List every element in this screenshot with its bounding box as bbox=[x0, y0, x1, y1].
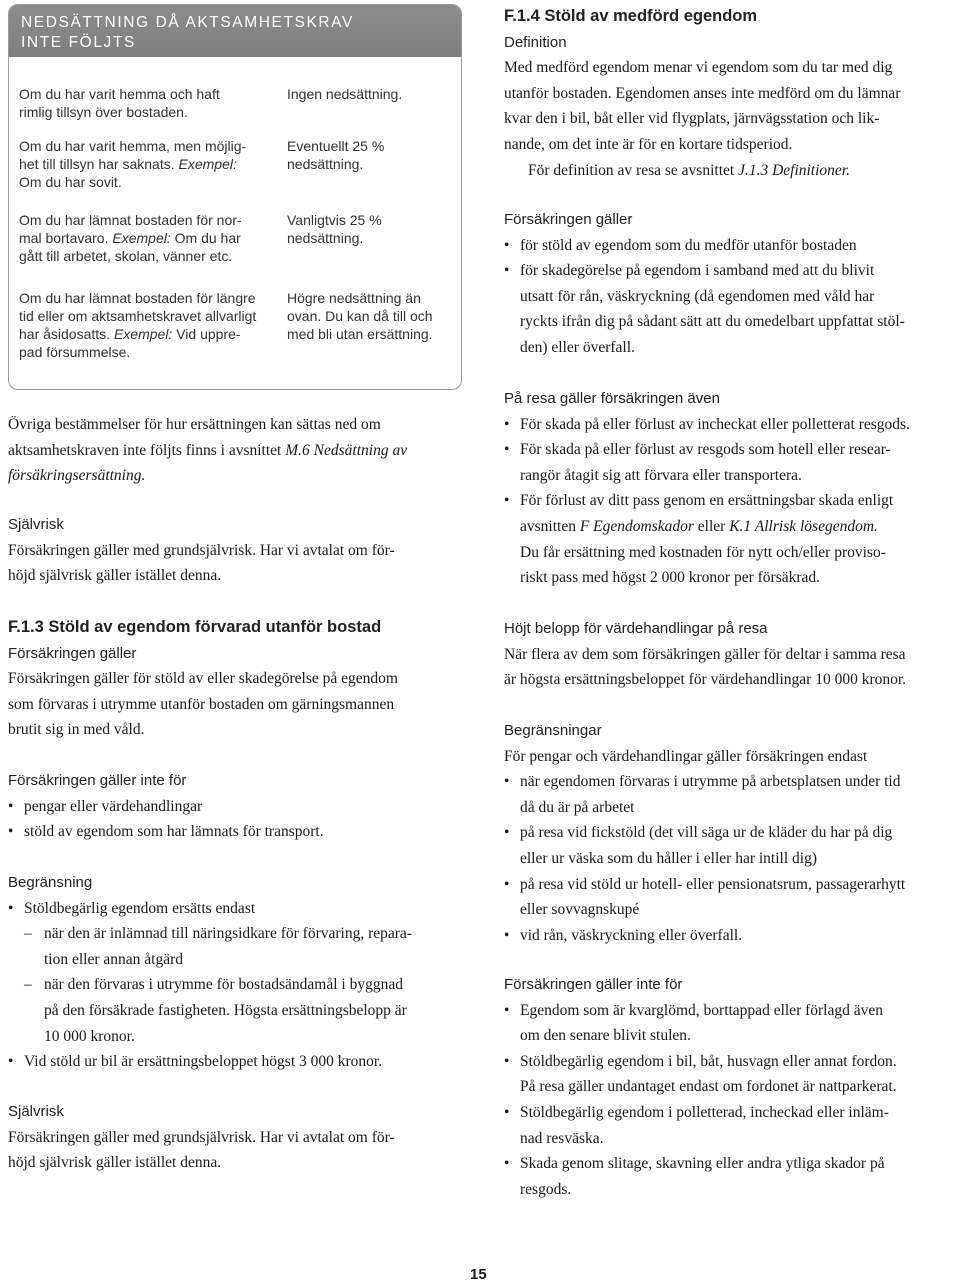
f13-begransning-heading: Begränsning bbox=[8, 874, 93, 891]
row2-left-line-3: Om du har sovit. bbox=[19, 174, 122, 190]
resa-item-2: • För skada på eller förlust av resgods som hotell eller resear- bbox=[504, 437, 910, 463]
f13-inte-heading: Försäkringen gäller inte för bbox=[8, 772, 187, 789]
page-number: 15 bbox=[470, 1266, 487, 1283]
f14-galler-item-2: • för skadegörelse på egendom i samband med att du blivit bbox=[504, 258, 905, 284]
sjalvrisk-section-1: Självrisk Försäkringen gäller med grundsjälvrisk. Har vi avtalat om för- höjd självrisk gäller istället denna. bbox=[8, 512, 395, 589]
row4-left-line-4: pad försummelse. bbox=[19, 344, 131, 360]
f13-inte-section bbox=[8, 768, 324, 845]
row3-left-line-3: gått till arbetet, skolan, vänner etc. bbox=[19, 248, 233, 264]
sjalvrisk-heading-2: Självrisk bbox=[8, 1103, 64, 1120]
f14-inte-item-3: • Stöldbegärlig egendom i polletterad, incheckad eller inläm- bbox=[504, 1100, 897, 1126]
f13-begransning-section bbox=[8, 870, 412, 1075]
box-title-line-2: INTE FÖLJTS bbox=[21, 34, 136, 51]
f13-section: F.1.3 Stöld av egendom förvarad utanför bostad Försäkringen gäller Försäkringen gäller för stöld av eller skadegörelse på egendom som förvaras i utrymme utanför bostaden om gärningsmannen brutit sig in med våld. bbox=[8, 615, 398, 743]
row4-example-label: Exempel: bbox=[113, 326, 173, 342]
row4-left-line-2: tid eller om aktsamhetskravet allvarligt bbox=[19, 308, 257, 324]
f13-dash-2-line-2: på den försäkrade fastigheten. Högsta ersättningsbelopp är bbox=[44, 1001, 407, 1019]
aktsamhet-table-box bbox=[8, 4, 462, 390]
ovriga-paragraph: Övriga bestämmelser för hur ersättningen kan sättas ned om aktsamhetskraven inte följts finns i avsnittet M.6 Nedsättning av försäkringsersättning. bbox=[8, 416, 408, 485]
begr-item-1: • när egendomen förvaras i utrymme på arbetsplatsen under tid bbox=[504, 769, 905, 795]
f13-galler-heading: Försäkringen gäller bbox=[8, 644, 137, 662]
f13-title: F.1.3 Stöld av egendom förvarad utanför bostad bbox=[8, 618, 382, 636]
box-title-line-1: NEDSÄTTNING DÅ AKTSAMHETSKRAV bbox=[21, 14, 354, 31]
f14-galler-item-1: • för stöld av egendom som du medför utanför bostaden bbox=[504, 233, 905, 259]
begr-item-3: • på resa vid stöld ur hotell- eller pensionatsrum, passagerarhytt bbox=[504, 872, 905, 898]
row4-right-line-3: med bli utan ersättning. bbox=[287, 326, 433, 342]
f14-inte-item-1: • Egendom som är kvarglömd, borttappad eller förlagd även bbox=[504, 998, 897, 1024]
row4-right-line-1: Högre nedsättning än bbox=[287, 290, 421, 306]
row4-left-line-1: Om du har lämnat bostaden för längre bbox=[19, 290, 256, 306]
begransningar-section: Begränsningar För pengar och värdehandlingar gäller försäkringen endast • när egendomen förvaras i utrymme på arbetsplatsen under tid då du är på arbetet • på resa vid fickstöld (det vill säga ur de kläder du har på dig eller ur väska som du håller i eller har intill dig) • på resa vid stöld ur hotell- eller pensionatsrum, passagerarhytt eller sovvagnskupé • vid rån, väskryckning eller överfall. bbox=[504, 718, 905, 948]
row2-left-line-2: het till tillsyn har saknats. Exempel: bbox=[19, 156, 237, 172]
f14-intro: F.1.4 Stöld av medförd egendom Definition Med medförd egendom menar vi egendom som du tar med dig utanför bostaden. Egendomen anses inte medförd om du lämnar kvar den i bil, båt eller vid flygplats, järnvägsstation och lik- nande, om det inte är för en kortare tidsperiod. För definition av resa se avsnittet J.1.3 Definitioner. bbox=[504, 4, 900, 183]
hojt-belopp-heading: Höjt belopp för värdehandlingar på resa bbox=[504, 620, 768, 637]
resa-item-1: • För skada på eller förlust av incheckat eller polletterat resgods. bbox=[504, 412, 910, 438]
definition-heading: Definition bbox=[504, 33, 567, 51]
ovriga-ref-cont: försäkringsersättning. bbox=[8, 467, 146, 485]
f14-galler-section: Försäkringen gäller • för stöld av egendom som du medför utanför bostaden • för skadegörelse på egendom i samband med att du blivit utsatt för rån, väskryckning (då egendomen med våld har ryckts ifrån dig på sådant sätt att du omedelbart uppfattat stöl- den) eller överfall. bbox=[504, 207, 905, 361]
f13-begr-item-1: • Stöldbegärlig egendom ersätts endast bbox=[8, 896, 412, 922]
f14-title: F.1.4 Stöld av medförd egendom bbox=[504, 7, 758, 25]
hojt-belopp-section: Höjt belopp för värdehandlingar på resa När flera av dem som försäkringen gäller för deltar i samma resa är högsta ersättningsbeloppet för värdehandlingar 10 000 kronor. bbox=[504, 616, 906, 693]
f13-inte-item-2: • stöld av egendom som har lämnats för transport. bbox=[8, 819, 324, 845]
ovriga-ref: M.6 Nedsättning av bbox=[285, 441, 408, 459]
f13-dash-1-line-1: – när den är inlämnad till näringsidkare för förvaring, repara- bbox=[8, 921, 412, 947]
f13-dash-2-line-3: 10 000 kronor. bbox=[44, 1027, 135, 1045]
row1-right: Ingen nedsättning. bbox=[287, 86, 403, 102]
resa-heading: På resa gäller försäkringen även bbox=[504, 390, 720, 407]
f14-inte-section: Försäkringen gäller inte för • Egendom som är kvarglömd, borttappad eller förlagd även om den senare blivit stulen. • Stöldbegärlig egendom i bil, båt, husvagn eller annat fordon. På resa gäller undantaget endast om fordonet är nattparkerat. • Stöldbegärlig egendom i polletterad, incheckad eller inläm- nad resväska. • Skada genom slitage, skavning eller andra ytliga skador på resgods. bbox=[504, 972, 897, 1202]
begr-item-4: • vid rån, väskryckning eller överfall. bbox=[504, 923, 905, 949]
f14-inte-item-2: • Stöldbegärlig egendom i bil, båt, husvagn eller annat fordon. bbox=[504, 1049, 897, 1075]
row2-right-line-1: Eventuellt 25 % bbox=[287, 138, 385, 154]
begr-item-2: • på resa vid fickstöld (det vill säga ur de kläder du har på dig bbox=[504, 820, 905, 846]
begransningar-heading: Begränsningar bbox=[504, 722, 602, 739]
row3-right-line-1: Vanligtvis 25 % bbox=[287, 212, 382, 228]
resa-section: På resa gäller försäkringen även • För skada på eller förlust av incheckat eller polletterat resgods. • För skada på eller förlust av resgods som hotell eller resear- rangör åtagit sig att förvara eller transportera. • För förlust av ditt pass genom en ersättningsbar skada enligt avsnitten F Egendomskador eller K.1 Allrisk lösegendom. Du får ersättning med kostnaden för nytt och/eller proviso- riskt pass med högst 2 000 kronor per försäkrad. bbox=[504, 386, 910, 591]
box-header bbox=[9, 5, 461, 57]
sjalvrisk-section-2: Självrisk Försäkringen gäller med grundsjälvrisk. Har vi avtalat om för- höjd självrisk gäller istället denna. bbox=[8, 1099, 395, 1176]
row3-left-line-1: Om du har lämnat bostaden för nor- bbox=[19, 212, 242, 228]
f13-begr-item-2: • Vid stöld ur bil är ersättningsbeloppet högst 3 000 kronor. bbox=[8, 1049, 412, 1075]
f13-inte-item-1: • pengar eller värdehandlingar bbox=[8, 794, 324, 820]
f14-inte-item-4: • Skada genom slitage, skavning eller andra ytliga skador på bbox=[504, 1151, 897, 1177]
row1-left-line-2: rimlig tillsyn över bostaden. bbox=[19, 104, 188, 120]
row4-right-line-2: ovan. Du kan då till och bbox=[287, 308, 433, 324]
row2-right-line-2: nedsättning. bbox=[287, 156, 364, 172]
row3-example-label: Exempel: bbox=[112, 230, 171, 246]
row2-left-line-1: Om du har varit hemma, men möjlig- bbox=[19, 138, 247, 154]
row4-left-line-3: har åsidosatts. Exempel: Vid uppre- bbox=[19, 326, 241, 342]
sjalvrisk-heading-1: Självrisk bbox=[8, 516, 64, 533]
resa-item-3: • För förlust av ditt pass genom en ersättningsbar skada enligt bbox=[504, 488, 910, 514]
row2-example-label: Exempel: bbox=[178, 156, 237, 172]
f13-dash-1-line-2: tion eller annan åtgärd bbox=[44, 950, 184, 968]
row3-right-line-2: nedsättning. bbox=[287, 230, 364, 246]
row3-left-line-2: mal bortavaro. Exempel: Om du har bbox=[19, 230, 241, 246]
row1-left-line-1: Om du har varit hemma och haft bbox=[19, 86, 220, 102]
f14-inte-heading: Försäkringen gäller inte för bbox=[504, 976, 683, 993]
definition-ref: J.1.3 Definitioner. bbox=[738, 161, 850, 179]
f14-galler-heading: Försäkringen gäller bbox=[504, 211, 633, 228]
f13-dash-2-line-1: – när den förvaras i utrymme för bostadsändamål i byggnad bbox=[8, 972, 412, 998]
